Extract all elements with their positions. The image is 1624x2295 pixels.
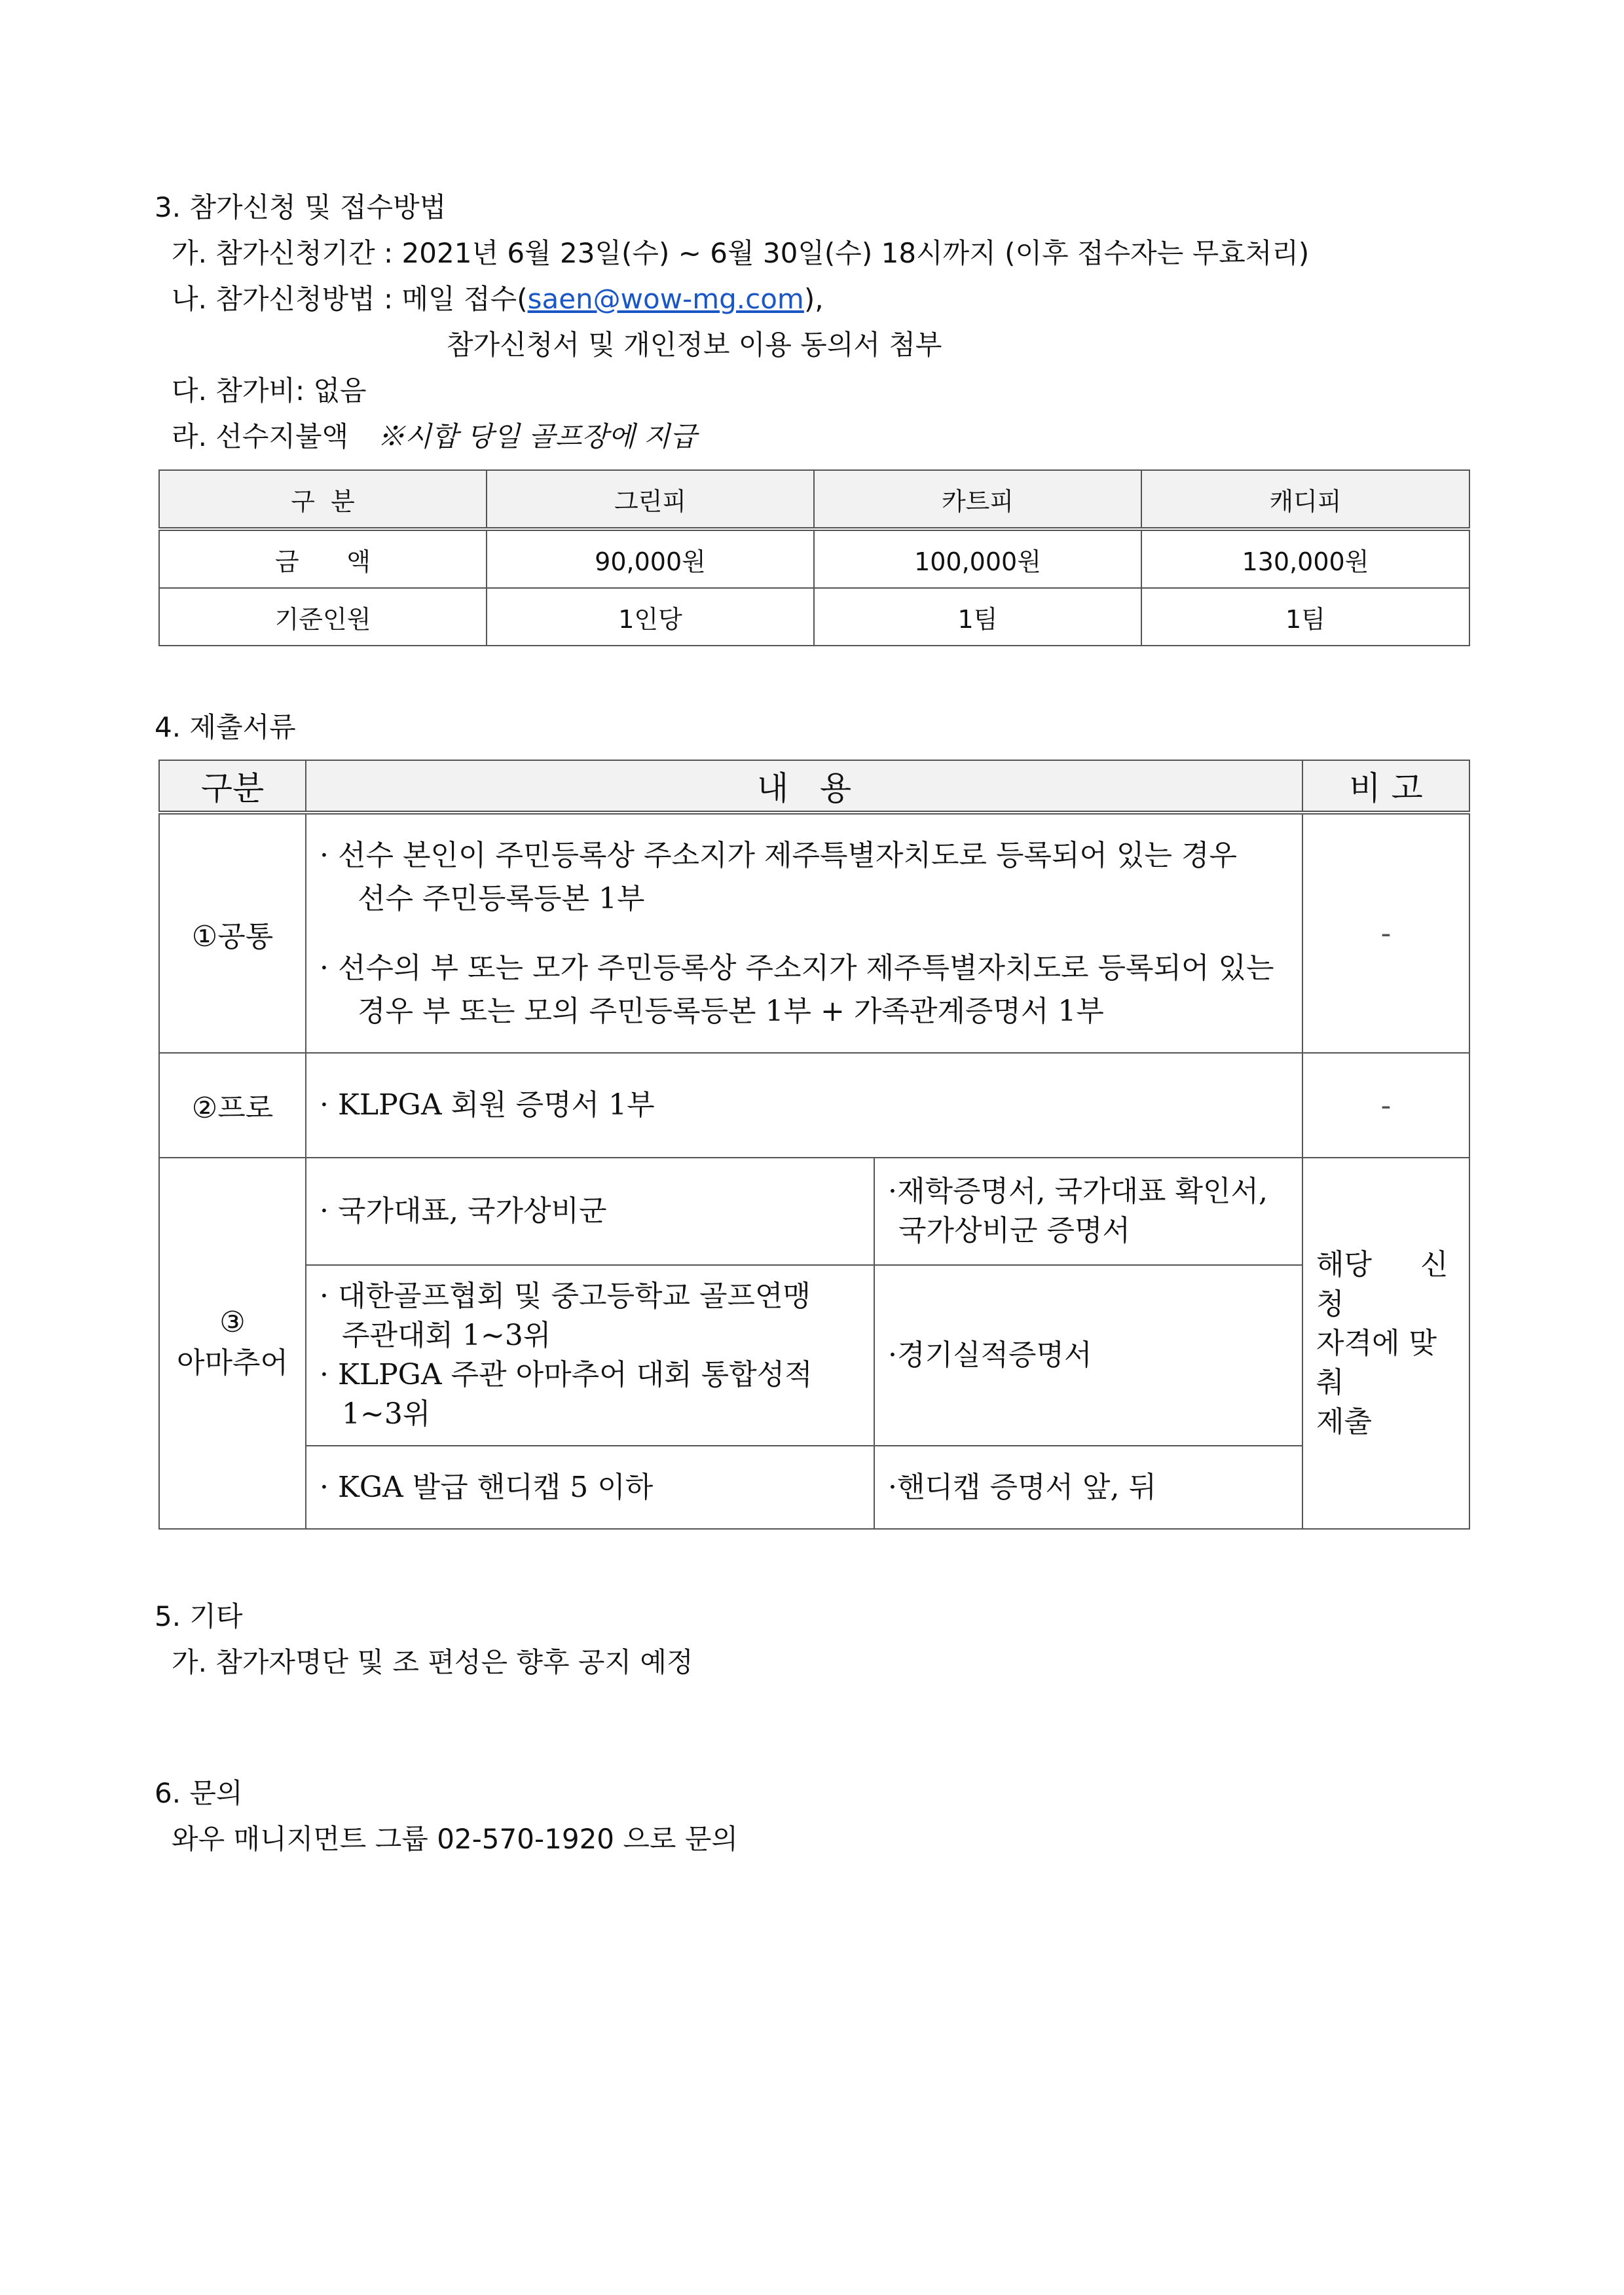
fee-green-amount: 90,000원 — [487, 529, 814, 588]
amateur-documents-3 — [874, 1446, 1302, 1529]
application-attachments-line: 참가신청서 및 개인정보 이용 동의서 첨부 — [447, 329, 942, 361]
fee-cart-basis: 1팀 — [814, 588, 1141, 646]
doc-content-common — [306, 813, 1302, 1053]
amateur-documents-2-line1: ·경기실적증명서 — [888, 1338, 1092, 1372]
amateur-condition-3-line1: · KGA 발급 핸디캡 5 이하 — [320, 1470, 654, 1504]
player-payment-note: ※시합 당일 골프장에 지급 — [377, 420, 697, 452]
player-payment-line — [172, 420, 697, 452]
section5-title: 5. 기타 — [155, 1600, 243, 1632]
doc-category-amateur — [159, 1158, 306, 1529]
pro-item: · KLPGA 회원 증명서 1부 — [320, 1088, 655, 1122]
table-row — [159, 813, 1469, 1053]
common-item2-line1: · 선수의 부 또는 모가 주민등록상 주소지가 제주특별자치도로 등록되어 있는 — [320, 951, 1274, 985]
doc-header-remark: 비 고 — [1302, 760, 1469, 813]
table-row — [159, 1446, 1469, 1529]
amateur-condition-1-line1: · 국가대표, 국가상비군 — [320, 1194, 607, 1228]
amateur-remark-line2: 자격에 맞춰 — [1316, 1326, 1437, 1399]
common-item2-line2: 경우 부 또는 모의 주민등록등본 1부 + 가족관계증명서 1부 — [358, 994, 1104, 1028]
doc-content-pro — [306, 1053, 1302, 1158]
section4-title: 4. 제출서류 — [155, 711, 296, 743]
application-method-prefix: 나. 참가신청방법 : 메일 접수( — [172, 283, 528, 315]
contact-line: 와우 매니지먼트 그룹 02-570-1920 으로 문의 — [172, 1823, 738, 1855]
section5-line: 가. 참가자명단 및 조 편성은 향후 공지 예정 — [172, 1646, 693, 1678]
amateur-remark-line1: 해당 신청 — [1316, 1247, 1449, 1321]
entry-fee-line: 다. 참가비: 없음 — [172, 375, 367, 407]
common-item1-line2: 선수 주민등록등본 1부 — [358, 881, 645, 915]
doc-category-pro: ②프로 — [159, 1053, 306, 1158]
amateur-label-number: ③ — [219, 1306, 246, 1339]
amateur-condition-2-line4: 1~3위 — [342, 1397, 431, 1431]
fee-green-basis: 1인당 — [487, 588, 814, 646]
table-row — [159, 1158, 1469, 1265]
player-payment-label: 라. 선수지불액 — [172, 420, 349, 452]
documents-header-row — [159, 760, 1469, 813]
fee-header-category: 구 분 — [159, 470, 487, 529]
table-row — [159, 529, 1469, 588]
table-row — [159, 588, 1469, 646]
application-method-suffix: ), — [803, 283, 824, 315]
amateur-remark — [1302, 1158, 1469, 1529]
amateur-condition-1 — [306, 1158, 874, 1265]
fee-caddie-amount: 130,000원 — [1141, 529, 1469, 588]
amateur-documents-3-line1: ·핸디캡 증명서 앞, 뒤 — [888, 1470, 1156, 1504]
amateur-condition-2-line2: 주관대회 1~3위 — [342, 1319, 551, 1352]
fee-row-basis-label: 기준인원 — [159, 588, 487, 646]
application-period-line: 가. 참가신청기간 : 2021년 6월 23일(수) ~ 6월 30일(수) 18시까지 (이후 접수자는 무효처리) — [172, 237, 1310, 269]
fee-cart-amount: 100,000원 — [814, 529, 1141, 588]
fee-caddie-basis: 1팀 — [1141, 588, 1469, 646]
amateur-condition-2 — [306, 1265, 874, 1446]
amateur-remark-line3: 제출 — [1316, 1405, 1373, 1439]
doc-category-common: ①공통 — [159, 813, 306, 1053]
section6-title: 6. 문의 — [155, 1777, 243, 1809]
common-item1-line1: · 선수 본인이 주민등록상 주소지가 제주특별자치도로 등록되어 있는 경우 — [320, 838, 1237, 872]
amateur-condition-2-line3: · KLPGA 주관 아마추어 대회 통합성적 — [320, 1358, 813, 1391]
amateur-documents-2 — [874, 1265, 1302, 1446]
fee-row-amount-label: 금 액 — [159, 529, 487, 588]
fee-header-cart: 카트피 — [814, 470, 1141, 529]
doc-remark-common: - — [1302, 813, 1469, 1053]
fee-table — [158, 469, 1470, 646]
fee-header-green: 그린피 — [487, 470, 814, 529]
amateur-label: 아마추어 — [176, 1346, 288, 1380]
email-link[interactable]: saen@wow-mg.com — [527, 283, 804, 315]
amateur-condition-2-line1: · 대한골프협회 및 중고등학교 골프연맹 — [320, 1279, 811, 1313]
section3-title: 3. 참가신청 및 접수방법 — [155, 191, 447, 223]
table-row — [159, 1053, 1469, 1158]
table-row — [159, 1265, 1469, 1446]
amateur-documents-1-line1: ·재학증명서, 국가대표 확인서, — [888, 1175, 1268, 1208]
doc-header-category: 구분 — [159, 760, 306, 813]
application-method-line — [172, 285, 824, 313]
doc-remark-pro: - — [1302, 1053, 1469, 1158]
fee-table-header-row — [159, 470, 1469, 529]
amateur-documents-1 — [874, 1158, 1302, 1265]
fee-header-caddie: 캐디피 — [1141, 470, 1469, 529]
doc-header-content: 내 용 — [306, 760, 1302, 813]
documents-table — [158, 760, 1470, 1530]
amateur-documents-1-line2: 국가상비군 증명서 — [898, 1214, 1131, 1247]
amateur-condition-3 — [306, 1446, 874, 1529]
